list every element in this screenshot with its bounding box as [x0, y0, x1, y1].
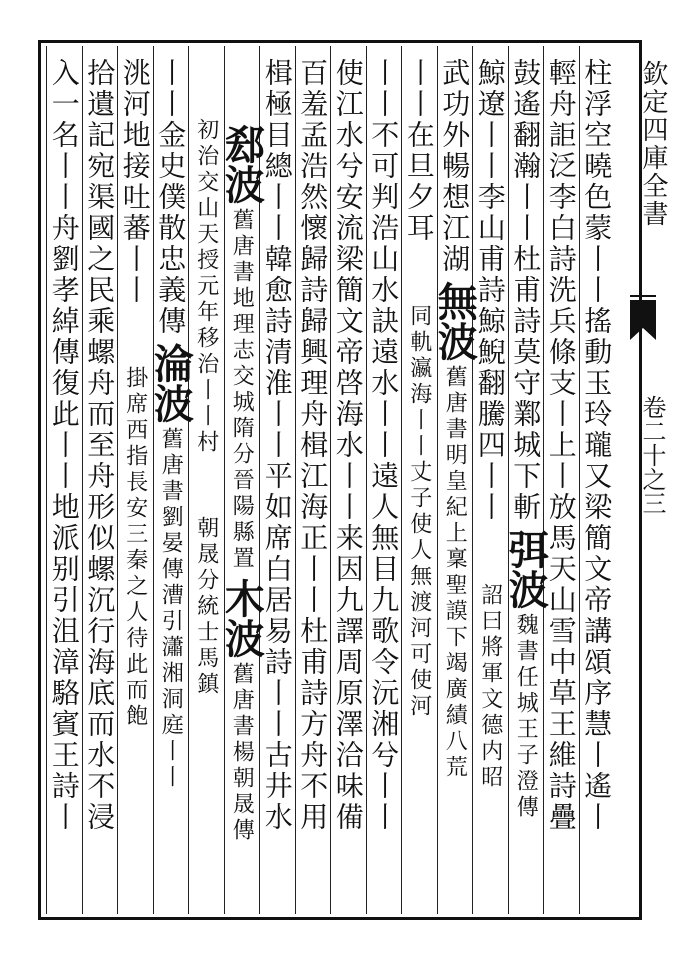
column-text: 舊唐書楊朝晟傳 [229, 662, 255, 844]
column-text: 初治交山天授元年移治丨丨村 [193, 118, 219, 456]
text-column [502, 58, 550, 908]
column-text: 魏書任城王子澄傳 [513, 613, 539, 821]
text-column [366, 58, 402, 908]
column-text: 入一名丨丨舟劉孝綽傳復此丨丨地派别引沮漳駱賓王詩丨 [47, 58, 81, 833]
column-text: 輕舟詎泛李白詩洗兵條支丨上丨放馬天山雪中草王維詩疊 [544, 58, 578, 833]
column-text: 洮河地接吐蕃丨丨 [118, 58, 152, 306]
text-column [472, 58, 508, 908]
book-title [640, 60, 666, 228]
entry-heading: 淪波 [147, 343, 195, 423]
column-text: 舊唐書地理志交城隋分晉陽縣置 [229, 208, 255, 572]
entry-heading: 無波 [431, 281, 479, 361]
column-text: 丨丨不可判浩山水訣遠水丨丨遠人無目九歌令沅湘兮丨丨 [367, 58, 401, 833]
text-column [82, 58, 118, 908]
column-text: 丨丨金史僕散忠義傳 [154, 58, 188, 337]
column-text: 舊唐書劉晏傳漕引瀟湘洞庭丨丨 [158, 427, 184, 791]
chapter-label [640, 395, 664, 515]
fish-tail-mark [630, 300, 656, 340]
text-column [401, 58, 437, 908]
text-column [46, 58, 82, 908]
text-column [431, 58, 479, 908]
chapter-text: 卷二十之三 [638, 395, 666, 515]
text-column [579, 58, 615, 908]
text-column [147, 58, 195, 908]
column-text: 拾遺記宛渠國之民乘螺舟而至舟形似螺沉行海底而水不浸 [83, 58, 117, 833]
text-column [218, 58, 266, 908]
column-text: 朝晟分統士馬鎮 [193, 516, 219, 698]
column-text: 百羞孟浩然懷歸詩歸興理舟楫江海正丨丨杜甫詩方舟不用 [296, 58, 330, 833]
text-column [295, 58, 331, 908]
entry-heading: 木波 [218, 578, 266, 658]
text-column [330, 58, 366, 908]
column-text: 同軌瀛海丨丨丈子使人無渡河可使河 [406, 304, 432, 720]
column-text: 丨丨在旦夕耳 [402, 58, 436, 244]
column-text: 鯨遼丨丨李山甫詩鯨鯢翻騰四丨丨 [473, 58, 507, 523]
entry-heading: 弭波 [502, 529, 550, 609]
column-text: 掛席西指長安三秦之人待此而飽 [122, 366, 148, 730]
margin-line-top [630, 295, 656, 297]
column-text: 詔曰將軍文德内昭 [477, 583, 503, 791]
column-text: 鼓遙翻瀚丨丨杜甫詩莫守鄴城下斬 [509, 58, 543, 523]
column-text: 武功外暢想江湖 [438, 58, 472, 275]
column-text: 使江水兮安流梁簡文帝啓海水丨丨来因九譯周原澤洽味備 [331, 58, 365, 833]
text-column [543, 58, 579, 908]
entry-heading: 郄波 [218, 124, 266, 204]
book-title-text: 欽定四庫全書 [638, 60, 668, 228]
column-text: 舊唐書明皇紀上稟聖謨下竭廣績八荒 [442, 365, 468, 781]
text-column [188, 58, 224, 908]
text-column [117, 58, 153, 908]
column-text: 柱浮空曉色蒙丨丨搖動玉玲瓏又梁簡文帝講頌序慧丨遙丨 [580, 58, 614, 833]
column-text: 楫極目總丨丨韓愈詩清淮丨丨平如席白居易詩丨丨古井水 [260, 58, 294, 833]
